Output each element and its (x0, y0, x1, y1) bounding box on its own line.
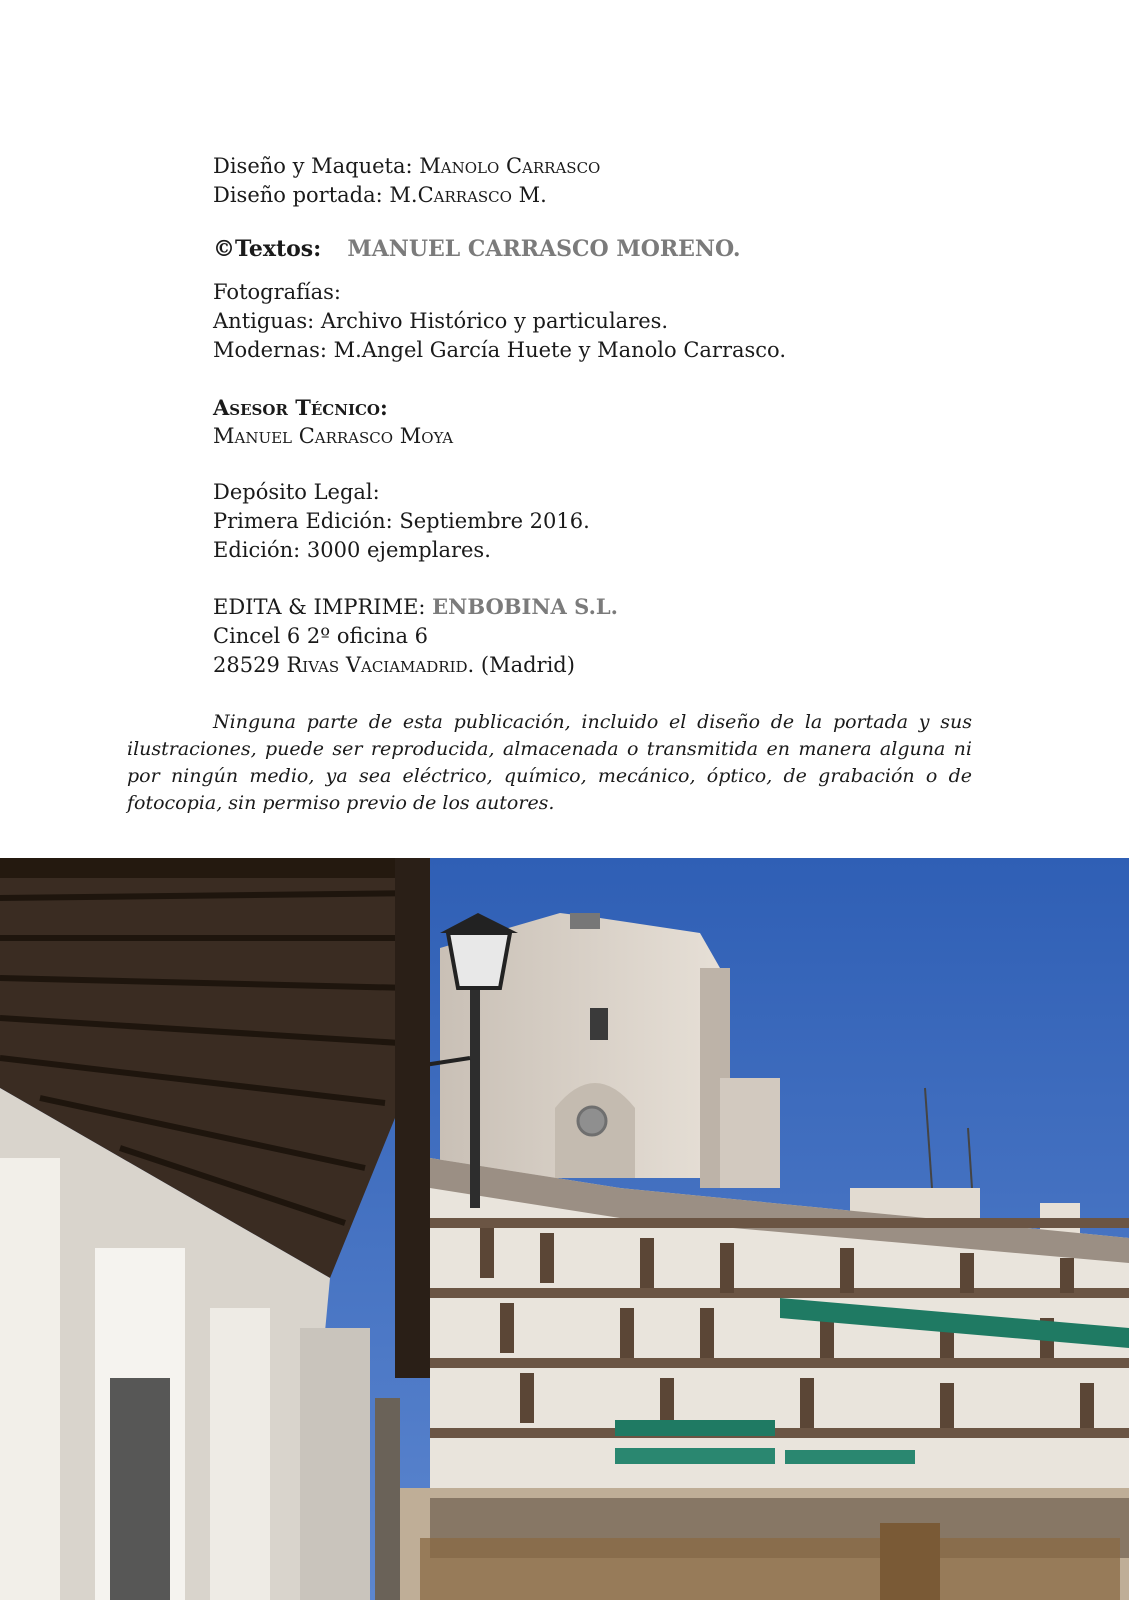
city-name: Rivas Vaciamadrid. (286, 653, 475, 677)
old-photos-line: Antiguas: Archivo Histórico y particulares. (213, 309, 669, 333)
first-edition-line: Primera Edición: Septiembre 2016. (213, 509, 590, 533)
publisher-line: EDITA & IMPRIME: ENBOBINA S.L. (213, 594, 618, 619)
legal-deposit (213, 478, 590, 565)
address-line: Cincel 6 2º oficina 6 (213, 624, 429, 648)
plaza-photo-illustration (0, 858, 1129, 1600)
cover-credit-line: Diseño portada: M.Carrasco M. (213, 183, 547, 207)
designer-name: Manolo Carrasco (419, 154, 601, 178)
texts-label: ©Textos: (213, 236, 322, 262)
modern-photos-line: Modernas: M.Angel García Huete y Manolo Carrasco. (213, 338, 787, 362)
publisher-block (213, 592, 618, 680)
photography-heading: Fotografías: (213, 280, 342, 304)
technical-advisor (213, 393, 453, 451)
texts-author: MANUEL CARRASCO MORENO. (347, 236, 741, 262)
legal-deposit-line: Depósito Legal: (213, 480, 380, 504)
design-credits (213, 152, 600, 210)
plaza-photo (0, 858, 1129, 1600)
cover-designer-name: M.Carrasco M. (389, 183, 547, 207)
advisor-name: Manuel Carrasco Moya (213, 424, 454, 448)
print-run-line: Edición: 3000 ejemplares. (213, 538, 491, 562)
city-line: 28529 Rivas Vaciamadrid. (Madrid) (213, 653, 575, 677)
copyright-notice: Ninguna parte de esta publicación, incluido el diseño de la portada y sus ilustraciones, puede ser reproducida, almacenada o transmitida en manera alguna ni por ningún medio, ya sea eléctrico, químico, mecánico, óptico, de grabación o de fotocopia, sin permiso previo de los autores. (127, 711, 972, 814)
cafe-crowd (420, 1498, 1129, 1600)
texts-credit (213, 235, 741, 264)
photography-credits (213, 278, 786, 365)
publisher-name: ENBOBINA S.L. (432, 594, 618, 619)
design-credit-line: Diseño y Maqueta: Manolo Carrasco (213, 154, 601, 178)
advisor-heading: Asesor Técnico: (213, 395, 388, 420)
